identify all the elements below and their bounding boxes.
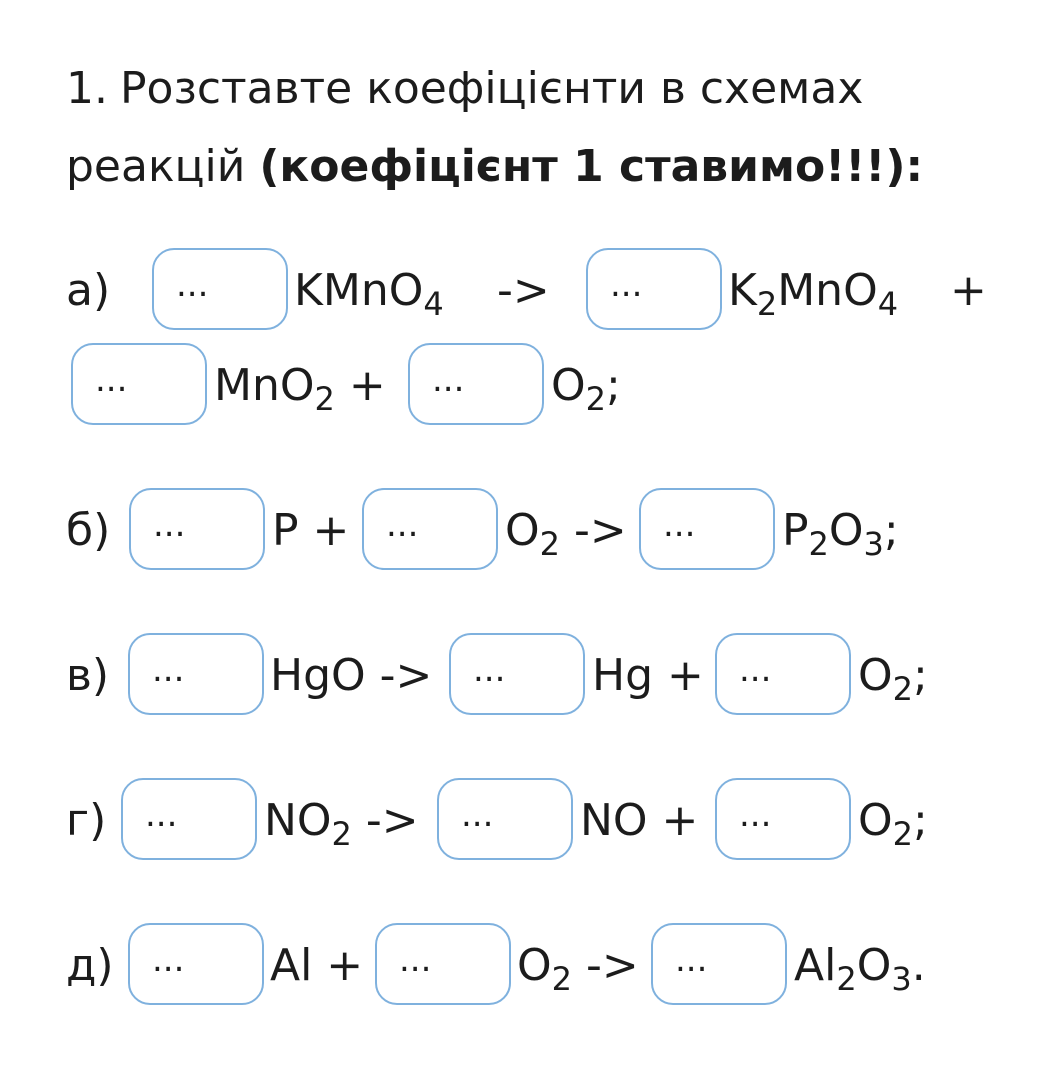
coefficient-input-a-4[interactable]: ... xyxy=(408,343,544,425)
formula-o2: $O_2$; xyxy=(858,795,928,853)
coefficient-input-a-3[interactable]: ... xyxy=(71,343,207,425)
formula-no2: $NO_2$ -> xyxy=(264,795,419,853)
formula-hgo: HgO -> xyxy=(270,650,433,701)
formula-p2o3: $P_2O_3$; xyxy=(782,505,899,563)
formula-p: P + xyxy=(272,505,350,556)
reaction-a-line-1 xyxy=(0,248,1037,334)
reaction-a-label: а) xyxy=(66,265,111,316)
coefficient-input-d-2[interactable]: ... xyxy=(375,923,511,1005)
task-note: (коефіцієнт 1 ставимо!!!): xyxy=(259,141,924,192)
coefficient-input-g-2[interactable]: ... xyxy=(437,778,573,860)
coefficient-input-d-1[interactable]: ... xyxy=(128,923,264,1005)
coefficient-input-g-3[interactable]: ... xyxy=(715,778,851,860)
coefficient-input-b-3[interactable]: ... xyxy=(639,488,775,570)
reaction-a-line-2 xyxy=(0,343,1037,429)
coefficient-input-g-1[interactable]: ... xyxy=(121,778,257,860)
coefficient-input-b-1[interactable]: ... xyxy=(129,488,265,570)
formula-mno2: MnO$_2$ + xyxy=(214,360,386,418)
formula-no: NO + xyxy=(580,795,699,846)
task-text: Розставте коефіцієнти в схемах реакцій xyxy=(66,63,864,192)
coefficient-input-v-1[interactable]: ... xyxy=(128,633,264,715)
coefficient-input-v-3[interactable]: ... xyxy=(715,633,851,715)
formula-kmno4: KMnO$_4$ xyxy=(294,265,444,323)
formula-k2mno4: $K_2MnO_4$ xyxy=(728,265,899,323)
coefficient-input-a-2[interactable]: ... xyxy=(586,248,722,330)
reaction-v xyxy=(0,633,1037,719)
coefficient-input-d-3[interactable]: ... xyxy=(651,923,787,1005)
plus-sign: + xyxy=(950,265,987,316)
formula-o2: $O_2$; xyxy=(858,650,928,708)
coefficient-input-v-2[interactable]: ... xyxy=(449,633,585,715)
formula-o2: $O_2$ -> xyxy=(505,505,627,563)
formula-o2: $O_2$ -> xyxy=(517,940,639,998)
task-number: 1. xyxy=(66,63,108,114)
reaction-g xyxy=(0,778,1037,864)
reaction-d-label: д) xyxy=(66,940,114,991)
formula-al2o3: $Al_2O_3$. xyxy=(794,940,926,998)
reaction-b xyxy=(0,488,1037,574)
arrow: -> xyxy=(497,265,550,316)
reaction-b-label: б) xyxy=(66,505,111,556)
coefficient-input-a-1[interactable]: ... xyxy=(152,248,288,330)
task-title xyxy=(66,50,1006,206)
coefficient-input-b-2[interactable]: ... xyxy=(362,488,498,570)
reaction-v-label: в) xyxy=(66,650,110,701)
formula-hg: Hg + xyxy=(592,650,704,701)
formula-o2: $O_2$; xyxy=(551,360,621,418)
formula-al: Al + xyxy=(270,940,364,991)
reaction-g-label: г) xyxy=(66,795,107,846)
reaction-d xyxy=(0,923,1037,1009)
